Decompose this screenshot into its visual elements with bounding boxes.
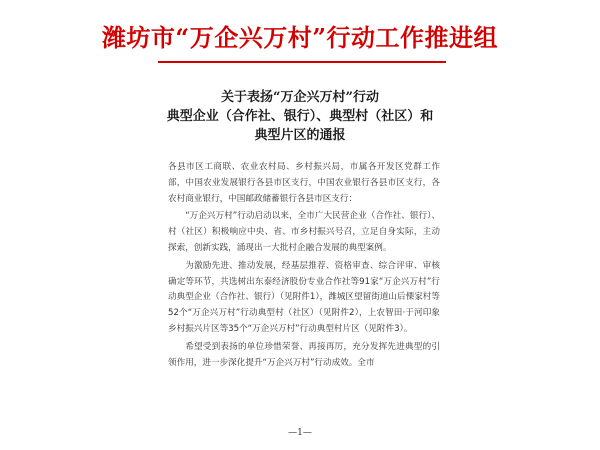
notice-title-line-2: 典型企业（合作社、银行）、典型村（社区）和 — [166, 109, 434, 124]
notice-title — [0, 88, 600, 145]
body-paragraph-3: 希望受到表扬的单位珍惜荣誉、再接再厉，充分发挥先进典型的引领作用，进一步深化提升“万企兴万村”行动成效。全市 — [168, 341, 440, 368]
notice-title-line-1: 关于表扬“万企兴万村”行动 — [221, 90, 379, 105]
notice-title-line-3: 典型片区的通报 — [254, 128, 346, 143]
body-paragraph-2: 为激励先进、推动发展，经基层推荐、资格审查、综合评审、审核确定等环节，共选树出东泰经济股份专业合作社等91家“万企兴万村”行动典型企业（合作社、银行）（见附件1），潍城区望留街道山后傈家村等52个“万企兴万村”行动典型村（社区）（见附件2），上农智田·于河印象乡村振兴片区等35个“万企兴万村”行动典型村片区（见附件3）。 — [168, 260, 440, 334]
red-divider-line — [158, 61, 446, 63]
notice-body — [168, 160, 440, 371]
body-paragraph-1: “万企兴万村”行动启动以来，全市广大民营企业（合作社、银行）、村（社区）积极响应中央、省、市乡村振兴号召，立足自身实际，主动探索，创新实践，涌现出一大批村企融合发展的典型案例。 — [168, 211, 440, 253]
addressee-paragraph: 各县市区工商联、农业农村局、乡村振兴局，市属各开发区党群工作部，中国农业发展银行各县市区支行，中国农业银行各县市区支行，各农村商业银行，中国邮政储蓄银行各县市区支行： — [168, 162, 440, 204]
issuing-authority-header: 潍坊市“万企兴万村”行动工作推进组 — [101, 23, 499, 52]
page-number: —1— — [288, 428, 312, 438]
